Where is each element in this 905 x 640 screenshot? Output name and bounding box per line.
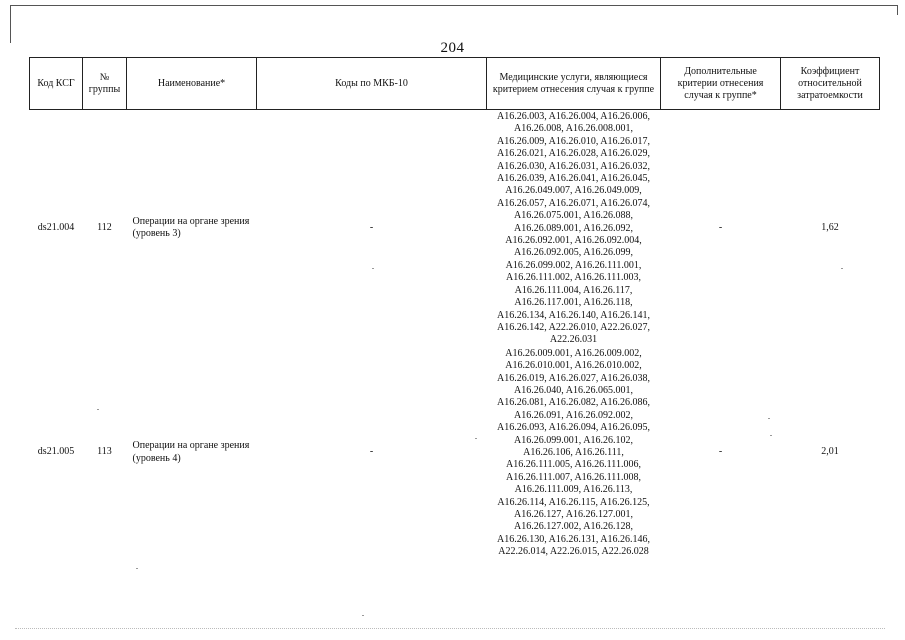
service-code-line: A16.26.093, A16.26.094, A16.26.095, <box>496 422 651 434</box>
service-code-line: A16.26.127, A16.26.127.001, <box>514 509 633 520</box>
service-code-line: A16.26.099.002, A16.26.111.001, <box>505 259 642 271</box>
scan-speck <box>768 418 770 419</box>
service-code-line: A16.26.099.001, A16.26.102, <box>514 434 633 446</box>
header-coefficient: Коэффициент относительной затратоемкости <box>781 58 880 110</box>
coefficient-value: 2,01 <box>821 446 839 458</box>
service-code-line: A16.26.081, A16.26.082, A16.26.086, <box>496 397 651 409</box>
service-code-line: A16.26.130, A16.26.131, A16.26.146, <box>496 533 651 545</box>
table-header-row <box>30 58 880 110</box>
scan-speck <box>362 615 364 616</box>
scan-speck <box>97 409 99 410</box>
service-code-line: A16.26.049.007, A16.26.049.009, <box>505 185 642 197</box>
service-code-line: A16.26.009.001, A16.26.009.002, <box>505 347 642 359</box>
service-code-line: A16.26.111.002, A16.26.111.003, <box>506 272 641 284</box>
service-code-line: A22.26.031 <box>549 334 598 346</box>
service-code-line: A16.26.010.001, A16.26.010.002, <box>505 360 642 372</box>
page-number: 204 <box>440 40 465 56</box>
extra-criteria: - <box>718 446 723 458</box>
scan-border-top <box>10 5 898 6</box>
service-code-line: A16.26.111.009, A16.26.113, <box>514 484 633 496</box>
header-group-number: № группы <box>83 58 127 110</box>
service-code-line: A16.26.111.005, A16.26.111.006, <box>506 459 641 471</box>
coefficient-value: 1,62 <box>821 222 839 234</box>
service-code-line: A16.26.030, A16.26.031, A16.26.032, <box>496 160 651 172</box>
scan-border-right <box>897 5 898 15</box>
service-code-line: A16.26.117.001, A16.26.118, <box>514 297 633 309</box>
header-services: Медицинские услуги, являющиеся критерием отнесения случая к группе <box>487 58 661 110</box>
group-name: Операции на органе зрения (уровень 3) <box>132 215 250 240</box>
ksg-table <box>29 57 880 559</box>
ksg-code: ds21.004 <box>37 222 75 234</box>
table-row <box>30 110 880 347</box>
table-row <box>30 347 880 559</box>
scan-noise-line <box>15 628 885 629</box>
service-code-line: A16.26.091, A16.26.092.002, <box>514 409 633 421</box>
service-code-line: A22.26.014, A22.26.015, A22.26.028 <box>498 546 649 558</box>
group-number: 113 <box>97 446 112 458</box>
service-code-line: A16.26.092.001, A16.26.092.004, <box>505 235 642 247</box>
service-code-line: A16.26.111.007, A16.26.111.008, <box>506 471 641 483</box>
scan-speck <box>372 268 374 269</box>
service-code-line: A16.26.134, A16.26.140, A16.26.141, <box>496 309 651 321</box>
service-code-line: A16.26.021, A16.26.028, A16.26.029, <box>496 148 651 160</box>
service-code-line: A16.26.075.001, A16.26.088, <box>514 210 633 222</box>
service-code-line: A16.26.039, A16.26.041, A16.26.045, <box>496 173 651 185</box>
service-code-line: A16.26.009, A16.26.010, A16.26.017, <box>496 135 651 147</box>
icd10-codes: - <box>369 222 374 234</box>
scan-border-left <box>10 5 11 43</box>
service-code-line: A16.26.008, A16.26.008.001, <box>514 123 633 135</box>
header-icd10: Коды по МКБ-10 <box>257 58 487 110</box>
ksg-code: ds21.005 <box>37 446 75 458</box>
service-code-line: A16.26.092.005, A16.26.099, <box>514 247 633 259</box>
header-name: Наименование* <box>127 58 257 110</box>
service-code-line: A16.26.019, A16.26.027, A16.26.038, <box>496 372 651 384</box>
service-code-line: A16.26.111.004, A16.26.117, <box>514 284 633 296</box>
scan-speck <box>770 435 772 436</box>
service-code-line: A16.26.089.001, A16.26.092, <box>514 222 633 234</box>
group-number: 112 <box>97 222 112 234</box>
service-code-line: A16.26.114, A16.26.115, A16.26.125, <box>497 496 650 508</box>
service-codes <box>487 347 661 559</box>
icd10-codes: - <box>369 446 374 458</box>
scan-speck <box>136 568 138 569</box>
service-code-line: A16.26.040, A16.26.065.001, <box>514 384 633 396</box>
service-code-line: A16.26.106, A16.26.111, <box>523 446 624 458</box>
service-code-line: A16.26.003, A16.26.004, A16.26.006, <box>496 111 651 122</box>
header-extra-criteria: Дополнительные критерии отнесения случая к группе* <box>661 58 781 110</box>
service-code-line: A16.26.057, A16.26.071, A16.26.074, <box>496 197 651 209</box>
scan-speck <box>841 268 843 269</box>
scan-speck <box>475 438 477 439</box>
service-code-line: A16.26.142, A22.26.010, A22.26.027, <box>496 321 651 333</box>
group-name: Операции на органе зрения (уровень 4) <box>132 440 250 464</box>
extra-criteria: - <box>718 222 723 234</box>
service-codes <box>487 110 661 347</box>
header-code: Код КСГ <box>30 58 83 110</box>
service-code-line: A16.26.127.002, A16.26.128, <box>514 521 633 533</box>
